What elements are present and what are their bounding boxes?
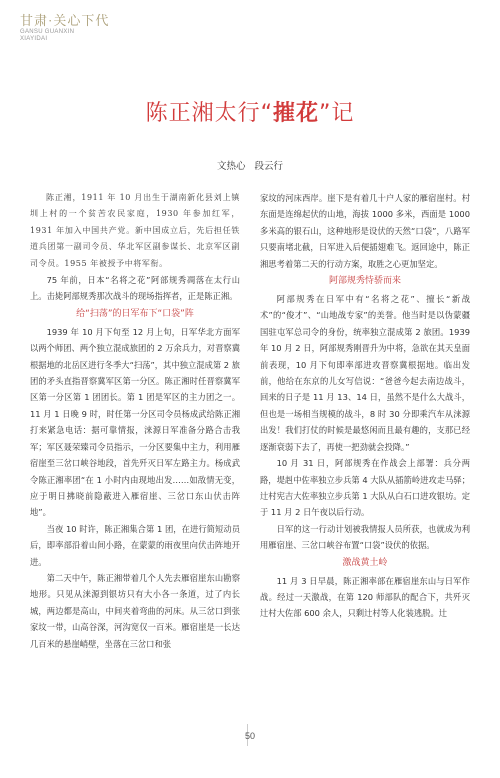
section-heading: 阿部规秀恃骄而来 <box>328 276 401 287</box>
article-title-suffix: ”记 <box>319 101 355 126</box>
article-title <box>0 96 500 127</box>
body-paragraph: 当夜 10 时许，陈正湘集合第 1 团，在进行简短动员后，即率部沿着山间小路，在蒙蒙的雨夜里向伏击阵地开进。 <box>30 523 240 567</box>
section-heading: 激战黄土岭 <box>342 557 388 568</box>
right-column <box>260 190 470 622</box>
body-paragraph: 日军的这一行动计划被我情报人员所获，也就成为利用雁宿崖、三岔口峡谷布置“口袋”设伏的依据。 <box>260 523 470 551</box>
left-column <box>30 190 240 652</box>
body-paragraph: 家坟的河床西岸。崖下是有着几十户人家的雁宿崖村。村东面是连绵起伏的山地，海拔 1000 多米，西面是 1000 多米高的银石山，这种地形是设伏的天然“口袋”，八路军只要南堵北截，日军进入后便插翅难飞。返回途中，陈正湘思考着第二天的行动方案，取胜之心更加坚定。 <box>260 193 470 269</box>
author-bio-intro: 陈正湘，1911 年 10 月出生于湖南新化县刘上镇圳上村的一个贫苦农民家庭，1930 年参加红军，1931 年加入中国共产党。新中国成立后，先后担任铁道兵团第一副司令员、华北军区副参谋长、北京军区副司令员。1955 年被授予中将军衔。 <box>30 193 240 268</box>
masthead-subtitle-line2: XIAYIDAI <box>20 36 48 42</box>
body-paragraph: 75 年前，日本“名将之花”阿部规秀凋落在太行山上。击毙阿部规秀那次战斗的现场指挥者，正是陈正湘。 <box>30 275 240 302</box>
page-number: 50 <box>244 731 255 741</box>
body-paragraph: 1939 年 10 月下旬至 12 月上旬，日军华北方面军以两个师团、两个独立混成旅团的 2 万余兵力，对晋察冀根据地的北岳区进行冬季大“扫荡”，其中独立混成第 2 旅团的矛头直指晋察冀军区第一分区。陈正湘时任晋察冀军区第一分区第 1 团团长。第 1 团是军区的主力团之一。11 月 1 日晚 9 时，时任第一分区司令员杨成武给陈正湘打来紧急电话：据可靠情报，涞源日军准备分路合击我军；军区聂荣臻司令员指示，一分区要集中主力，利用雁宿崖至三岔口峡谷地段，首先歼灭日军左路主力。杨成武令陈正湘率团“在 1 小时内由现地出发……如敌情无变，应于明日拂晓前隐蔽进入雁宿崖、三岔口东山伏击阵地”。 <box>30 326 240 518</box>
article-title-emphasis: 摧花 <box>272 101 319 126</box>
masthead-subtitle-line1: GANSU GUANXIN <box>20 29 75 35</box>
article-authors: 文热心 段云行 <box>216 161 284 172</box>
body-paragraph: 阿部规秀在日军中有“名将之花”、擅长“新战术”的“俊才”、“山地战专家”的美誉。他当时是以伪蒙疆国驻屯军总司令的身份，统率独立混成第 2 旅团。1939 年 10 月 2 日，阿部规秀刚晋升为中将，急欲在其天皇面前表现，10 月下旬即率部进攻晋察冀根据地。临出发前，他给在东京的儿女写信说：“爸爸今起去南边战斗，回来的日子是 11 月 13、14 日，虽然不是什么大战斗，但也是一场相当规模的战斗，8 时 30 分即乘汽车从涞源出发！我们打仗的时候是最悠闲而且最有趣的，支那已经逐渐衰弱下去了，再使一把劲就会投降。” <box>260 294 470 452</box>
masthead <box>20 10 109 43</box>
body-paragraph: 11 月 3 日早晨，陈正湘率部在雁宿崖东山与日军作战。经过一天激战，在第 120 师部队的配合下，共歼灭辻村大佐部 600 余人，只剩辻村等人化装逃脱。辻 <box>260 575 470 619</box>
body-paragraph: 10 月 31 日，阿部规秀在作战会上部署：兵分两路，堤赳中佐率独立步兵第 4 大队从插箭岭进攻走马驿；辻村宪吉大佐率独立步兵第 1 大队从白石口进攻银坊。定于 11 月 2 日午夜以后行动。 <box>260 458 470 518</box>
section-heading: 给“扫荡”的日军布下“口袋”阵 <box>76 308 194 319</box>
article-title-prefix: 陈正湘太行“ <box>145 101 273 126</box>
masthead-logo: 甘肃·关心下代 <box>20 13 110 28</box>
body-paragraph: 第二天中午，陈正湘带着几个人先去雁宿崖东山勘察地形。只见从涞源到银坊只有大小各一条道，过了内长城，两边都是高山，中间夹着弯曲的河床。从三岔口到张家坟一带，山高谷深，河沟宽仅一百米。雁宿崖是一长达几百米的悬崖峭壁，坐落在三岔口和张 <box>30 572 240 649</box>
